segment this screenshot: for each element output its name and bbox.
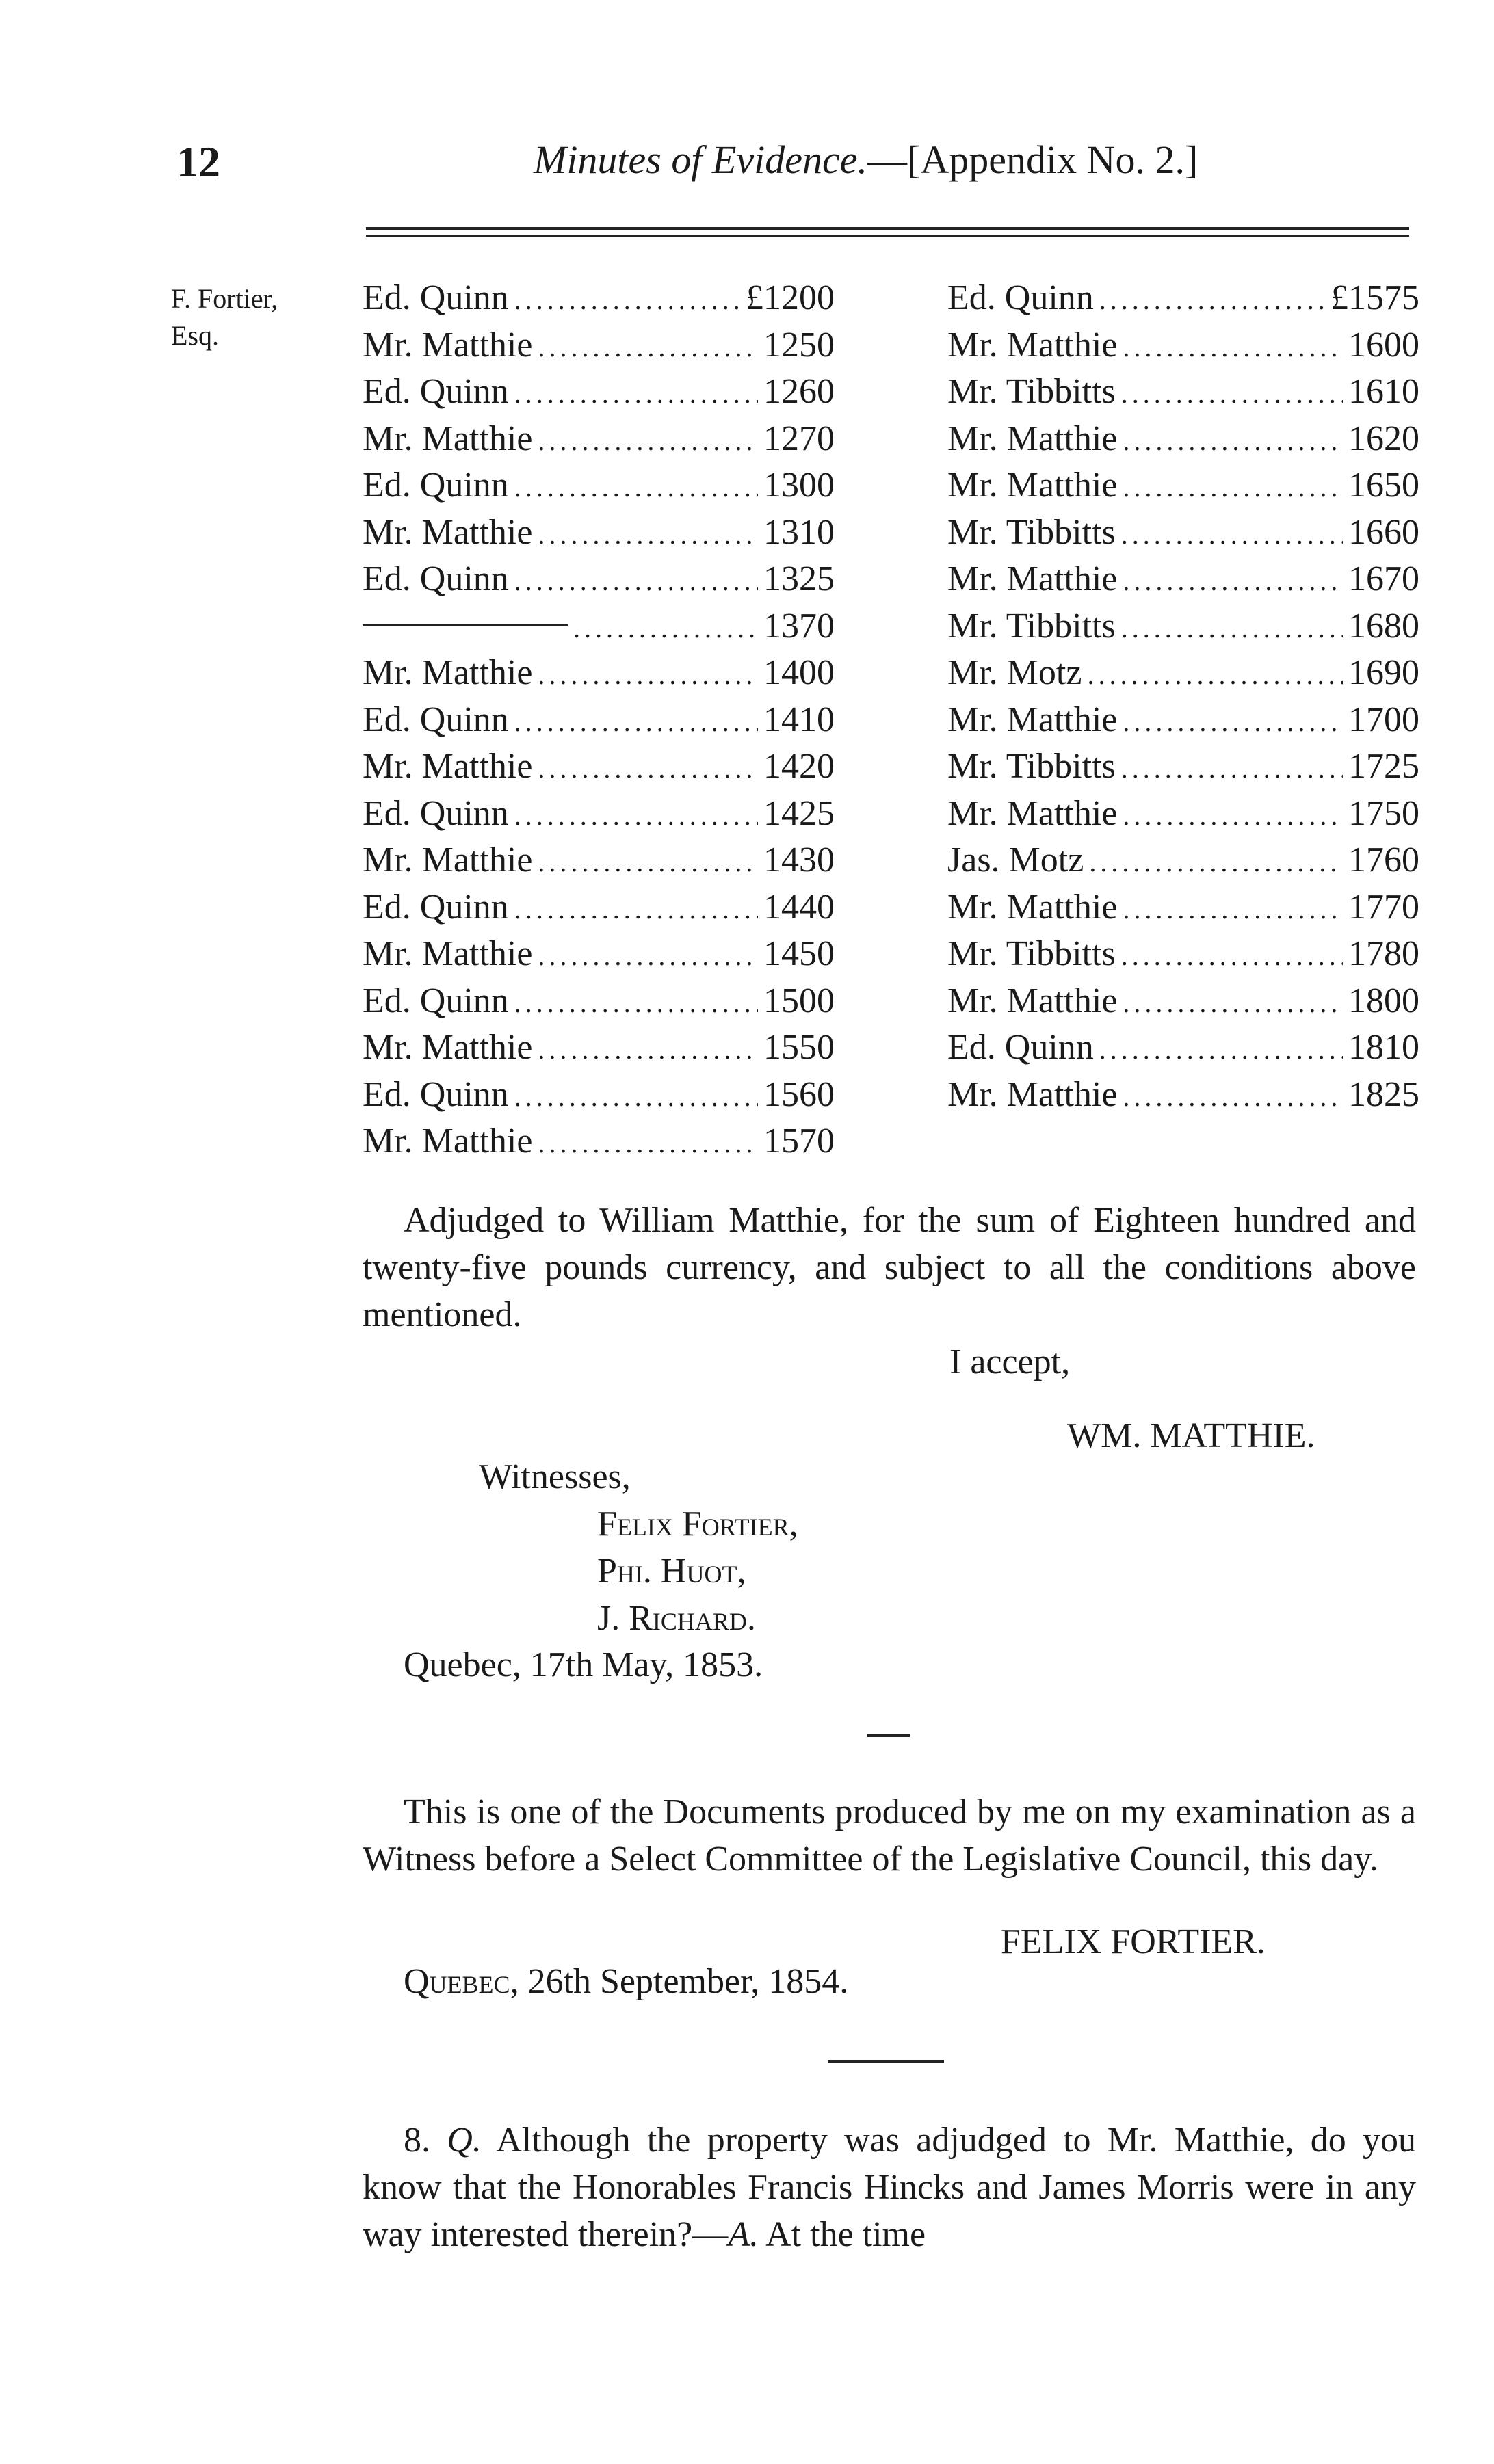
- leader-dots: [1123, 978, 1343, 1027]
- bid-amount: 1600: [1348, 325, 1419, 365]
- bid-amount: £1575: [1331, 278, 1419, 317]
- bid-row: [363, 931, 835, 978]
- bidder-name: Mr. Matthie: [363, 747, 533, 786]
- leader-dots: [538, 931, 758, 980]
- bid-amount: 1420: [763, 747, 835, 786]
- header-rule: [366, 227, 1409, 237]
- leader-dots: [1123, 322, 1343, 371]
- bid-row: [947, 791, 1419, 838]
- bid-row: [363, 462, 835, 509]
- bid-amount: 1780: [1348, 934, 1419, 973]
- leader-dots: [538, 743, 758, 793]
- bidder-name: Ed. Quinn: [947, 1028, 1094, 1067]
- bidder-name: Mr. Matthie: [947, 1074, 1118, 1114]
- bidder-name: Ed. Quinn: [363, 793, 509, 833]
- bid-row: [947, 697, 1419, 744]
- bid-amount: 1825: [1348, 1074, 1419, 1114]
- leader-dots: [514, 1072, 758, 1121]
- leader-dots: [538, 650, 758, 699]
- leader-dots: [514, 369, 758, 418]
- leader-dots: [1123, 556, 1343, 605]
- bid-row: [363, 1072, 835, 1119]
- bid-amount: 1450: [763, 934, 835, 973]
- leader-dots: [1123, 697, 1343, 746]
- accept-line: I accept,: [949, 1342, 1071, 1381]
- leader-dots: [1123, 462, 1343, 512]
- bid-row: [947, 556, 1419, 603]
- bids-right-column: [947, 275, 1419, 1118]
- witnesses-label: Witnesses,: [479, 1457, 631, 1496]
- leader-dots: [538, 1118, 758, 1167]
- bid-row: [363, 837, 835, 884]
- leader-dots: [1121, 931, 1343, 980]
- leader-dots: [1121, 369, 1343, 418]
- leader-dots: [514, 556, 758, 605]
- margin-note: [171, 280, 278, 354]
- bidder-name: Mr. Matthie: [363, 653, 533, 692]
- leader-dots: [573, 603, 758, 652]
- running-head: [534, 137, 1198, 183]
- leader-dots: [1123, 1072, 1343, 1121]
- section-rule: [828, 2060, 944, 2063]
- bidder-name: Ed. Quinn: [363, 372, 509, 411]
- bid-amount: 1570: [763, 1122, 835, 1161]
- leader-dots: [1099, 275, 1325, 324]
- bidder-name: Mr. Tibbitts: [947, 372, 1116, 411]
- bid-row: [947, 1024, 1419, 1072]
- leader-dots: [1087, 650, 1343, 699]
- bidder-name: Ed. Quinn: [363, 887, 509, 927]
- bid-amount: 1430: [763, 840, 835, 879]
- bidder-name: Mr. Tibbitts: [947, 606, 1116, 646]
- bidder-name: Ed. Quinn: [363, 1074, 509, 1114]
- bid-row: [947, 650, 1419, 697]
- leader-dots: [514, 884, 758, 933]
- leader-dots: [1121, 743, 1343, 793]
- bid-amount: 1650: [1348, 466, 1419, 505]
- margin-note-line: Esq.: [171, 320, 219, 351]
- bid-amount: 1550: [763, 1028, 835, 1067]
- bid-row: [363, 509, 835, 557]
- bid-amount: £1200: [746, 278, 835, 317]
- bid-amount: 1370: [763, 606, 835, 646]
- bidder-name: Mr. Matthie: [947, 559, 1118, 598]
- question-number: 8.: [404, 2121, 430, 2160]
- bid-row: [947, 931, 1419, 978]
- bid-amount: 1260: [763, 372, 835, 411]
- bidder-name: Mr. Matthie: [947, 981, 1118, 1020]
- bid-amount: 1560: [763, 1074, 835, 1114]
- bidder-name: Mr. Matthie: [947, 793, 1118, 833]
- running-title: Minutes of Evidence.: [534, 137, 867, 182]
- bidder-name: [363, 603, 568, 650]
- bidder-name: Ed. Quinn: [363, 981, 509, 1020]
- bid-amount: 1770: [1348, 887, 1419, 927]
- bid-row: [947, 743, 1419, 791]
- bidder-name: Mr. Motz: [947, 653, 1082, 692]
- bid-amount: 1670: [1348, 559, 1419, 598]
- bid-amount: 1690: [1348, 653, 1419, 692]
- bid-row: [363, 1024, 835, 1072]
- leader-dots: [538, 837, 758, 886]
- bid-row: [947, 603, 1419, 650]
- question-text: Although the property was adjudged to Mr. Matthie, do you know that the Honorables Francis Hincks and James Morris were in any way interested therein?—: [363, 2121, 1416, 2254]
- bid-row: [947, 509, 1419, 557]
- bidder-name: Ed. Quinn: [363, 466, 509, 505]
- bid-amount: 1500: [763, 981, 835, 1020]
- bid-row: [947, 369, 1419, 416]
- bid-amount: 1400: [763, 653, 835, 692]
- place-name: Quebec: [404, 1962, 510, 2001]
- leader-dots: [514, 275, 740, 324]
- margin-note-line: F. Fortier,: [171, 283, 278, 314]
- bidder-name: Mr. Matthie: [363, 419, 533, 458]
- adjudication-paragraph: Adjudged to William Matthie, for the sum of Eighteen hundred and twenty-five pounds currency, and subject to all the conditions above mentioned.: [363, 1201, 1416, 1334]
- bid-amount: 1810: [1348, 1028, 1419, 1067]
- bid-row: [947, 416, 1419, 463]
- bidder-name: Mr. Tibbitts: [947, 747, 1116, 786]
- leader-dots: [538, 509, 758, 559]
- bid-amount: 1270: [763, 419, 835, 458]
- appendix-label: —[Appendix No. 2.]: [867, 137, 1198, 182]
- leader-dots: [538, 1024, 758, 1074]
- bids-left-column: [363, 275, 835, 1165]
- bid-row: [363, 556, 835, 603]
- bid-row: [363, 369, 835, 416]
- bidder-name: Jas. Motz: [947, 840, 1084, 879]
- witness-name: J. Richard.: [597, 1599, 756, 1638]
- bidder-name: Mr. Matthie: [947, 325, 1118, 365]
- bid-row: [363, 416, 835, 463]
- bidder-name: Ed. Quinn: [363, 278, 509, 317]
- certification-paragraph: This is one of the Documents produced by me on my examination as a Witness before a Select Committee of the Legislative Council, this day.: [363, 1792, 1416, 1879]
- bid-row: [363, 1118, 835, 1165]
- bid-row: [947, 837, 1419, 884]
- page-number: 12: [176, 137, 220, 186]
- bid-row: [363, 650, 835, 697]
- bid-row: [947, 978, 1419, 1025]
- bid-row: [363, 884, 835, 931]
- bid-amount: 1700: [1348, 700, 1419, 739]
- bid-amount: 1660: [1348, 512, 1419, 552]
- date-text: , 26th September, 1854.: [510, 1962, 849, 2001]
- bidder-name: Ed. Quinn: [947, 278, 1094, 317]
- bidder-name: Mr. Matthie: [947, 700, 1118, 739]
- bid-row: [363, 791, 835, 838]
- bidder-name: Mr. Matthie: [947, 887, 1118, 927]
- bid-amount: 1760: [1348, 840, 1419, 879]
- witness-name: Phi. Huot,: [597, 1552, 746, 1591]
- bid-amount: 1325: [763, 559, 835, 598]
- bid-row: [947, 884, 1419, 931]
- leader-dots: [1121, 509, 1343, 559]
- bid-amount: 1250: [763, 325, 835, 365]
- bid-amount: 1750: [1348, 793, 1419, 833]
- signer-name: WM. MATTHIE.: [1067, 1416, 1315, 1455]
- section-rule: [867, 1734, 910, 1737]
- bidder-name: Mr. Tibbitts: [947, 512, 1116, 552]
- bid-amount: 1680: [1348, 606, 1419, 646]
- bid-amount: 1725: [1348, 747, 1419, 786]
- leader-dots: [514, 978, 758, 1027]
- leader-dots: [538, 416, 758, 465]
- bid-row: [947, 462, 1419, 509]
- bid-amount: 1425: [763, 793, 835, 833]
- leader-dots: [1123, 884, 1343, 933]
- bid-amount: 1310: [763, 512, 835, 552]
- bidder-name: Ed. Quinn: [363, 700, 509, 739]
- question-paragraph: [363, 2117, 1416, 2258]
- bid-row: [363, 978, 835, 1025]
- place-date: Quebec, 17th May, 1853.: [404, 1645, 763, 1684]
- bidder-name: Mr. Matthie: [363, 512, 533, 552]
- bid-amount: 1300: [763, 466, 835, 505]
- leader-dots: [1123, 791, 1343, 840]
- bid-amount: 1610: [1348, 372, 1419, 411]
- certifier-name: FELIX FORTIER.: [1001, 1922, 1266, 1961]
- bid-row: [363, 603, 835, 650]
- certification-date: [404, 1958, 848, 2005]
- bid-amount: 1620: [1348, 419, 1419, 458]
- leader-dots: [514, 462, 758, 512]
- bidder-name: Mr. Matthie: [363, 325, 533, 365]
- witness-name: Felix Fortier,: [597, 1505, 798, 1544]
- bid-amount: 1410: [763, 700, 835, 739]
- bidder-name: Mr. Matthie: [363, 1122, 533, 1161]
- ditto-dash: [363, 624, 568, 626]
- bidder-name: Mr. Matthie: [947, 466, 1118, 505]
- bidder-name: Mr. Matthie: [363, 1028, 533, 1067]
- bidder-name: Mr. Matthie: [363, 934, 533, 973]
- question-label: Q.: [447, 2121, 482, 2160]
- bid-row: [363, 743, 835, 791]
- bid-row: [947, 275, 1419, 322]
- leader-dots: [1121, 603, 1343, 652]
- leader-dots: [538, 322, 758, 371]
- leader-dots: [514, 697, 758, 746]
- bid-amount: 1440: [763, 887, 835, 927]
- answer-text: At the time: [758, 2215, 926, 2254]
- leader-dots: [1089, 837, 1343, 886]
- leader-dots: [1123, 416, 1343, 465]
- bid-amount: 1800: [1348, 981, 1419, 1020]
- bidder-name: Mr. Matthie: [363, 840, 533, 879]
- bid-row: [363, 322, 835, 369]
- bidder-name: Ed. Quinn: [363, 559, 509, 598]
- bidder-name: Mr. Matthie: [947, 419, 1118, 458]
- leader-dots: [1099, 1024, 1343, 1074]
- bidder-name: Mr. Tibbitts: [947, 934, 1116, 973]
- bid-row: [363, 697, 835, 744]
- bid-row: [947, 322, 1419, 369]
- leader-dots: [514, 791, 758, 840]
- answer-label: A.: [728, 2215, 759, 2254]
- bid-row: [947, 1072, 1419, 1119]
- bid-row: [363, 275, 835, 322]
